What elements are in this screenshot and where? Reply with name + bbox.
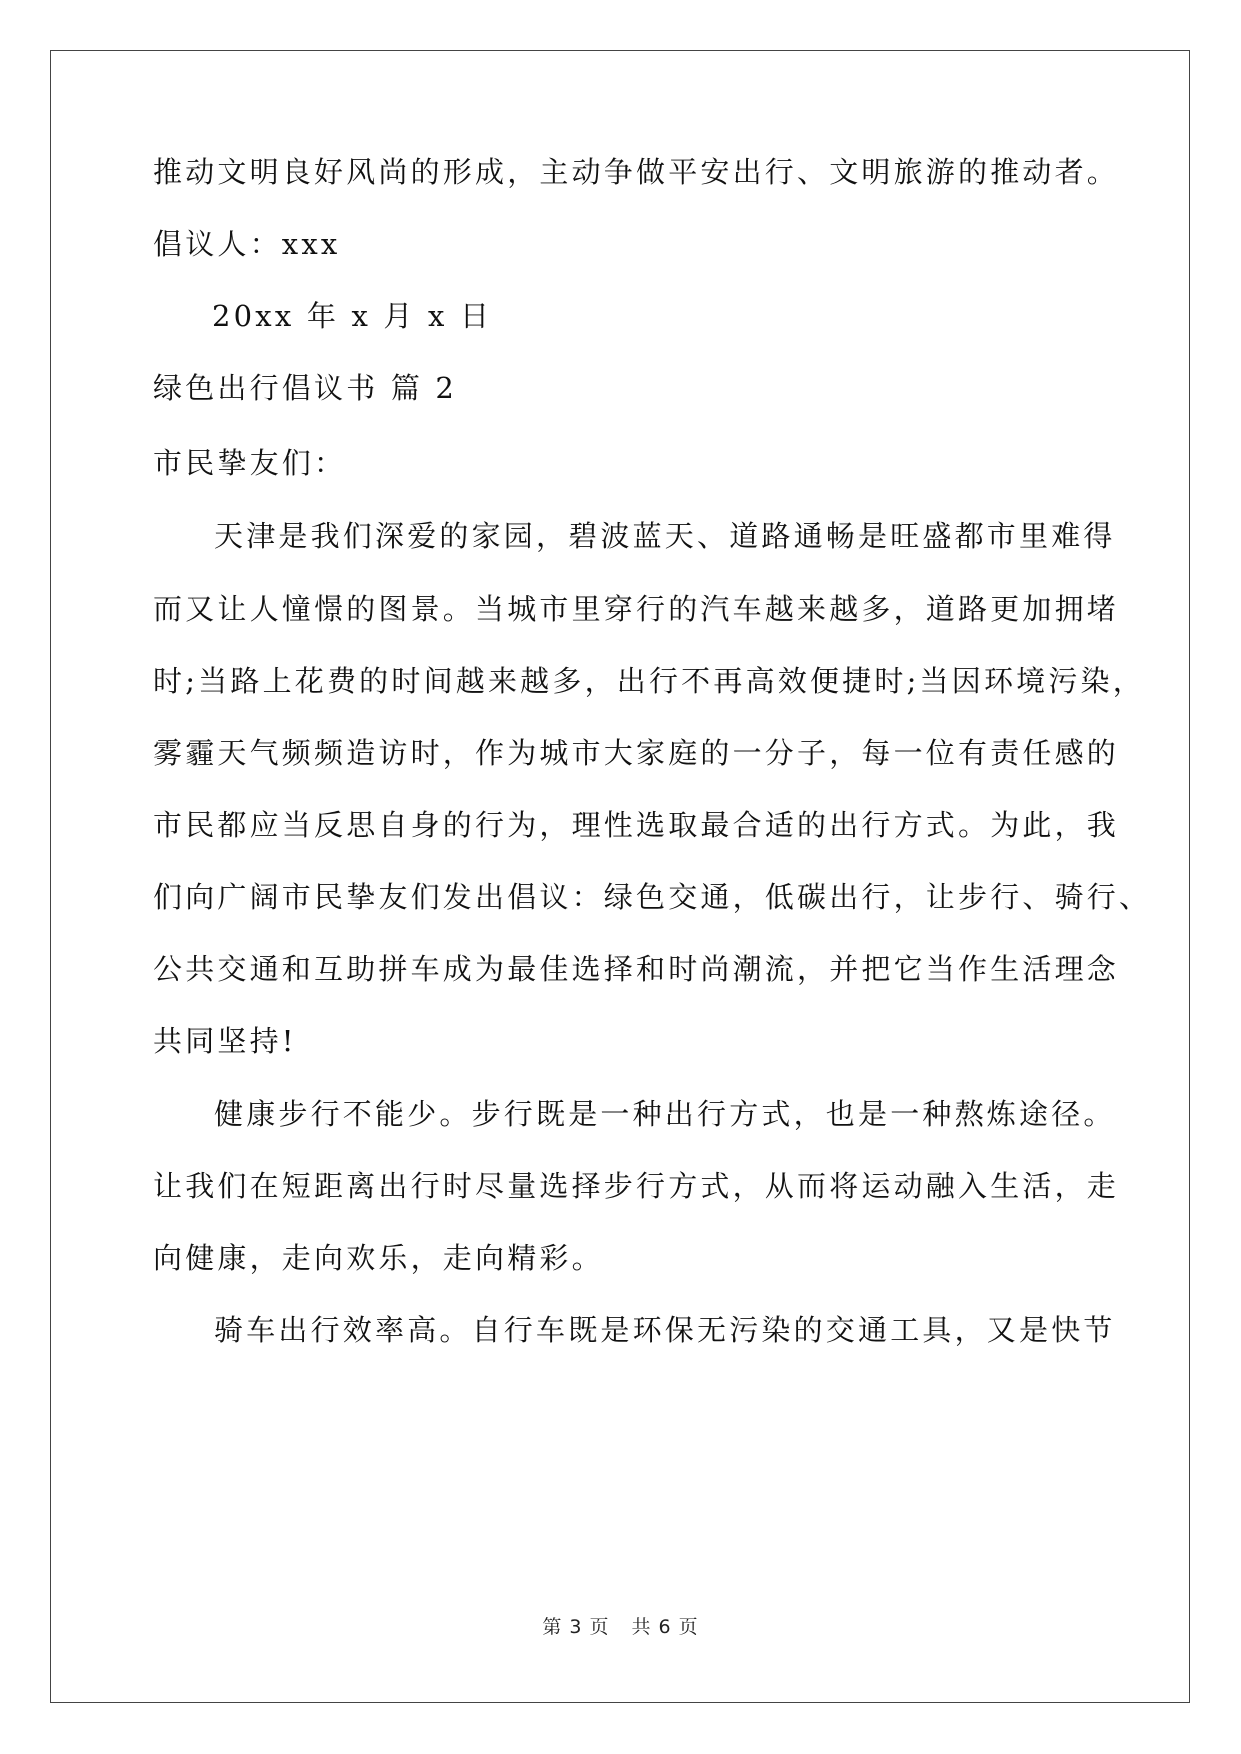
paragraph-line: 们向广阔市民挚友们发出倡议：绿色交通，低碳出行，让步行、骑行、 (153, 880, 1152, 914)
date-line: 20xx 年 x 月 x 日 (212, 299, 493, 333)
paragraph-line: 时;当路上花费的时间越来越多，出行不再高效便捷时;当因环境污染， (153, 664, 1145, 698)
section-heading: 绿色出行倡议书 篇 2 (153, 371, 458, 405)
paragraph-line: 市民都应当反思自身的行为，理性选取最合适的出行方式。为此，我 (153, 808, 1120, 842)
paragraph-line: 而又让人憧憬的图景。当城市里穿行的汽车越来越多，道路更加拥堵 (153, 592, 1120, 626)
proposer-line: 倡议人：xxx (153, 227, 341, 261)
paragraph-line: 骑车出行效率高。自行车既是环保无污染的交通工具，又是快节 (214, 1313, 1116, 1347)
paragraph-line: 公共交通和互助拼车成为最佳选择和时尚潮流，并把它当作生活理念 (153, 952, 1120, 986)
current-page: 第 3 页 (542, 1616, 610, 1638)
paragraph-line: 雾霾天气频频造访时，作为城市大家庭的一分子，每一位有责任感的 (153, 736, 1120, 770)
paragraph-line: 天津是我们深爱的家园，碧波蓝天、道路通畅是旺盛都市里难得 (214, 519, 1116, 553)
paragraph-line: 健康步行不能少。步行既是一种出行方式，也是一种熬炼途径。 (214, 1097, 1116, 1131)
paragraph-line: 让我们在短距离出行时尽量选择步行方式，从而将运动融入生活，走 (153, 1169, 1120, 1203)
salutation: 市民挚友们： (153, 446, 347, 480)
paragraph-line: 推动文明良好风尚的形成，主动争做平安出行、文明旅游的推动者。 (153, 155, 1120, 189)
total-pages: 共 6 页 (631, 1616, 699, 1638)
paragraph-line: 共同坚持! (153, 1024, 297, 1058)
paragraph-line: 向健康，走向欢乐，走向精彩。 (153, 1241, 604, 1275)
page-footer (0, 1615, 1241, 1639)
